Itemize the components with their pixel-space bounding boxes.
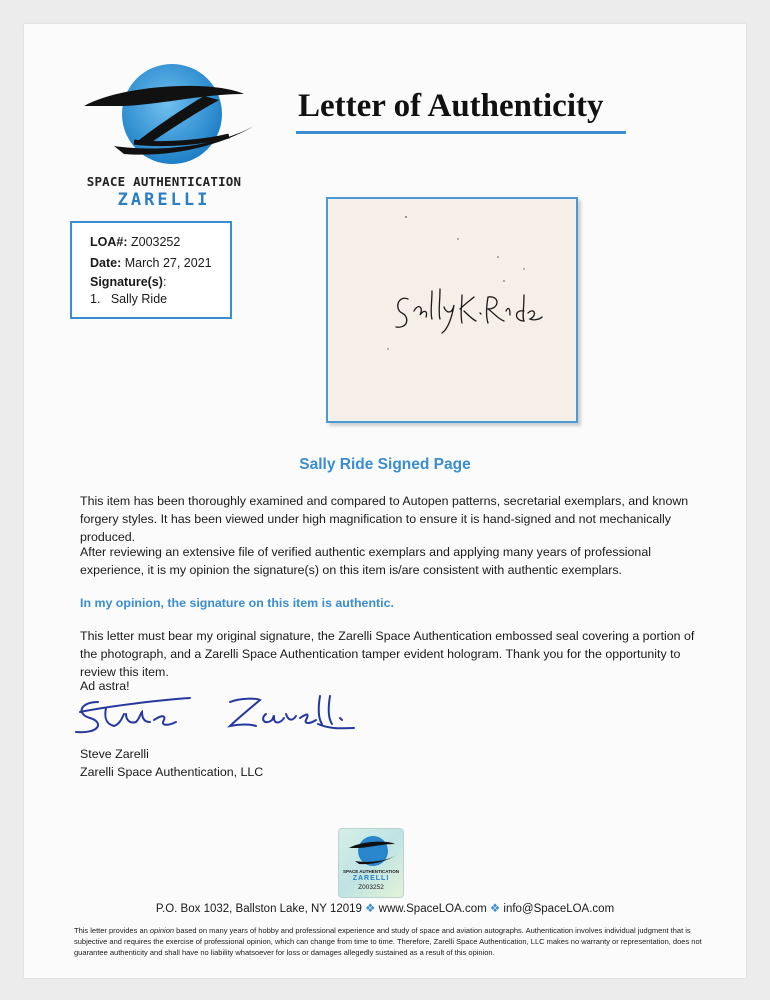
- disclaimer-emphasis: opinion: [149, 926, 175, 935]
- signer-company: Zarelli Space Authentication, LLC: [80, 765, 264, 779]
- loa-date-label: Date:: [90, 256, 122, 270]
- body-paragraph-1: This item has been thoroughly examined and compared to Autopen patterns, secretarial exemplars, and known forgery styles. It has been viewed under high magnification to ensure it is hand-signed and not mechanically produced.: [80, 494, 689, 544]
- signed-item-photo: [326, 197, 578, 423]
- loa-signatures-row: [90, 274, 230, 291]
- steve-zarelli-signature-image: [70, 688, 370, 744]
- company-logo: [54, 44, 274, 214]
- zarelli-logo-icon: [54, 44, 274, 174]
- loa-signatures-colon: :: [162, 275, 167, 289]
- signer-name: Steve Zarelli: [80, 747, 149, 761]
- hologram-text-1: SPACE AUTHENTICATION: [343, 869, 399, 874]
- loa-signatures-label: Signature(s): [90, 275, 163, 289]
- disclaimer-text-2: based on many years of hobby and professional experience and study of space and aviation autographs. Authentication involves individual judgment that is subjective and requires the exercise of professional opinion, which can change from time to time. Therefore, Zarelli Space Authentication, LLC makes no warranty or representation, does not guarantee authenticity and shall have no liability whatsoever for loss or damages allegedly sustained as a result of this opinion.: [74, 926, 702, 957]
- legal-disclaimer: [74, 925, 704, 958]
- hologram-text-2: ZARELLI: [352, 875, 390, 882]
- logo-text-brand: ZARELLI: [117, 190, 211, 210]
- closing-salutation: Ad astra!: [80, 679, 130, 693]
- loa-number-value: Z003252: [130, 235, 181, 249]
- footer-contact: [0, 901, 770, 915]
- loa-number-label: LOA#:: [90, 235, 128, 249]
- disclaimer-text-1: This letter provides an: [74, 926, 150, 935]
- signer-signature: [70, 688, 370, 744]
- diamond-separator-icon: ❖: [365, 903, 376, 915]
- logo-text-primary: SPACE AUTHENTICATION: [86, 174, 242, 189]
- footer-email-link[interactable]: info@SpaceLOA.com: [503, 903, 615, 915]
- hologram-serial: Z003252: [358, 884, 384, 891]
- document-title: Letter of Authenticity: [298, 88, 604, 124]
- body-paragraph-2: After reviewing an extensive file of verified authentic exemplars and applying many years of professional experience, it is my opinion the signature(s) on this item is/are consistent with authentic exemplars.: [80, 545, 651, 577]
- title-underline: [296, 131, 626, 134]
- sally-ride-autograph-image: [328, 199, 576, 421]
- loa-number-row: [90, 232, 230, 253]
- hologram-seal: [338, 828, 404, 898]
- hologram-logo-icon: [339, 829, 403, 869]
- opinion-statement: In my opinion, the signature on this item is authentic.: [80, 596, 394, 610]
- diamond-separator-icon: ❖: [489, 903, 501, 915]
- loa-date-value: March 27, 2021: [124, 256, 212, 270]
- loa-date-row: [90, 253, 230, 274]
- loa-info-box: [70, 221, 232, 319]
- footer-address: P.O. Box 1032, Ballston Lake, NY 12019: [155, 903, 362, 915]
- item-title: Sally Ride Signed Page: [299, 456, 471, 473]
- footer-website-link[interactable]: www.SpaceLOA.com: [378, 903, 487, 915]
- body-paragraph-3: This letter must bear my original signature, the Zarelli Space Authentication embossed seal covering a portion of the photograph, and a Zarelli Space Authentication tamper evident hologram. Thank you for the opportunity to review this item.: [80, 629, 695, 679]
- loa-signature-item: 1. Sally Ride: [90, 292, 168, 306]
